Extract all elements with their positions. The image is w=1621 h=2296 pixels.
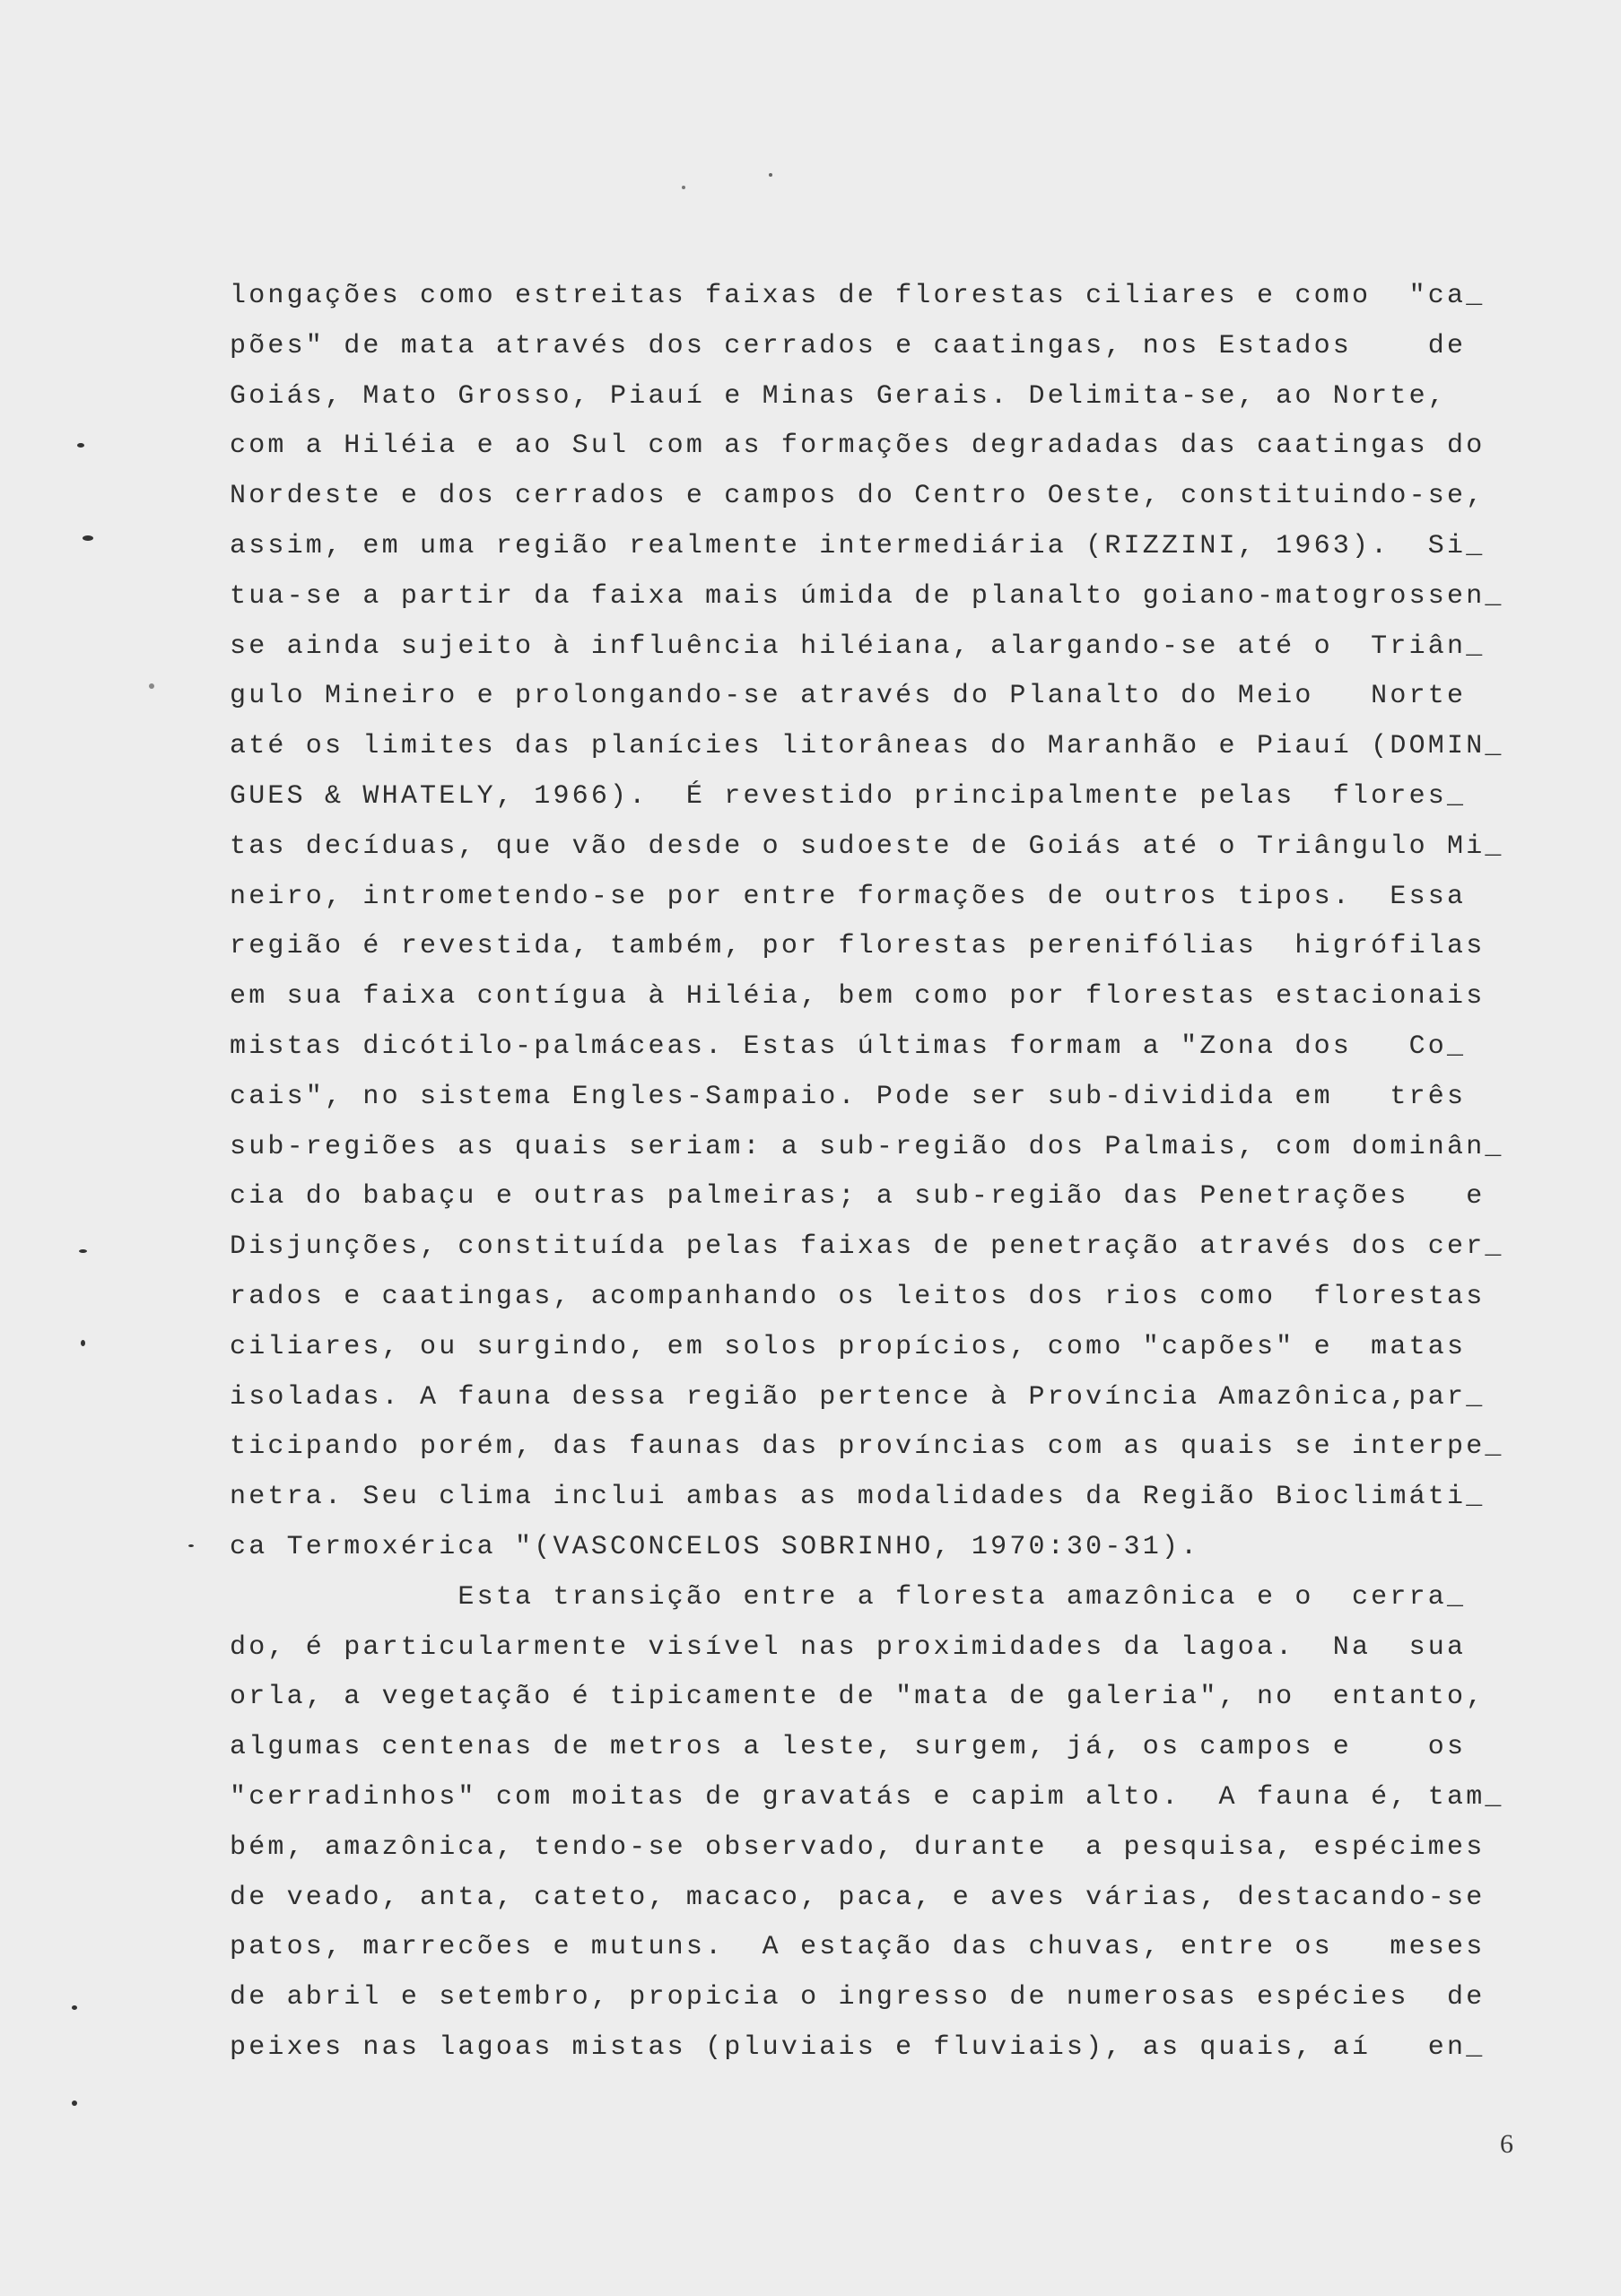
scan-speck [72,2005,77,2010]
text-line: gulo Mineiro e prolongando-se através do Planalto do Meio Norte [230,681,1467,712]
text-line: do, é particularmente visível nas proximidades da lagoa. Na sua [230,1631,1467,1663]
text-line: cia do babaçu e outras palmeiras; a sub-região das Penetrações e [230,1181,1486,1213]
text-line: região é revestida, também, por florestas perenifólias higrófilas [230,931,1486,962]
text-line: rados e caatingas, acompanhando os leitos dos rios como florestas [230,1281,1486,1312]
text-line: em sua faixa contígua à Hiléia, bem como por florestas estacionais [230,981,1486,1013]
text-line: tas decíduas, que vão desde o sudoeste de Goiás até o Triângulo Mi_ [230,831,1504,862]
text-line: pões" de mata através dos cerrados e caatingas, nos Estados de [230,330,1467,361]
scan-speck [77,443,84,448]
text-line: patos, marrecões e mutuns. A estação das chuvas, entre os meses [230,1932,1486,1963]
scan-speck [149,683,154,689]
text-line: "cerradinhos" com moitas de gravatás e capim alto. A fauna é, tam_ [230,1781,1504,1813]
text-line: orla, a vegetação é tipicamente de "mata de galeria", no entanto, [230,1682,1486,1713]
scan-speck [682,186,685,189]
text-line: GUES & WHATELY, 1966). É revestido principalmente pelas flores_ [230,780,1467,812]
body-text [230,272,1539,2074]
text-line: até os limites das planícies litorâneas do Maranhão e Piauí (DOMIN_ [230,731,1504,762]
text-line: ticipando porém, das faunas das províncias com as quais se interpe_ [230,1431,1504,1463]
text-line: Disjunções, constituída pelas faixas de penetração através dos cer_ [230,1231,1504,1263]
text-line: ca Termoxérica "(VASCONCELOS SOBRINHO, 1970:30-31). [230,1531,1200,1562]
text-line: netra. Seu clima inclui ambas as modalidades da Região Bioclimáti_ [230,1482,1486,1513]
text-line: com a Hiléia e ao Sul com as formações degradadas das caatingas do [230,430,1486,462]
text-line: assim, em uma região realmente intermediária (RIZZINI, 1963). Si_ [230,530,1486,561]
text-line: Goiás, Mato Grosso, Piauí e Minas Gerais. Delimita-se, ao Norte, [230,380,1447,412]
text-line: tua-se a partir da faixa mais úmida de planalto goiano-matogrossen_ [230,580,1504,612]
text-line: sub-regiões as quais seriam: a sub-região dos Palmais, com dominân_ [230,1131,1504,1162]
page-number: 6 [1500,2129,1513,2159]
text-line: longações como estreitas faixas de florestas ciliares e como "ca_ [230,281,1486,311]
text-line: neiro, intrometendo-se por entre formações de outros tipos. Essa [230,881,1467,912]
text-line: Nordeste e dos cerrados e campos do Centro Oeste, constituindo-se, [230,481,1486,512]
text-line: de abril e setembro, propicia o ingresso de numerosas espécies de [230,1982,1486,2013]
text-line: cais", no sistema Engles-Sampaio. Pode ser sub-dividida em três [230,1081,1467,1112]
text-line: peixes nas lagoas mistas (pluviais e fluviais), as quais, aí en_ [230,2031,1486,2063]
text-line: ciliares, ou surgindo, em solos propícios, como "capões" e matas [230,1331,1467,1362]
text-line: Esta transição entre a floresta amazônica e o cerra_ [230,1581,1467,1613]
scan-speck [769,173,772,177]
text-line: bém, amazônica, tendo-se observado, durante a pesquisa, espécimes [230,1831,1486,1863]
scan-speck [72,2100,77,2106]
scan-speck [79,1249,87,1253]
scan-speck [188,1544,194,1547]
scan-speck [83,535,93,541]
text-line: de veado, anta, cateto, macaco, paca, e aves várias, destacando-se [230,1882,1486,1913]
text-line: mistas dicótilo-palmáceas. Estas últimas formam a "Zona dos Co_ [230,1031,1467,1062]
scan-speck [81,1340,85,1346]
text-line: isoladas. A fauna dessa região pertence à Província Amazônica,par_ [230,1381,1486,1413]
text-line: algumas centenas de metros a leste, surgem, já, os campos e os [230,1732,1467,1763]
text-line: se ainda sujeito à influência hiléiana, alargando-se até o Triân_ [230,631,1486,662]
